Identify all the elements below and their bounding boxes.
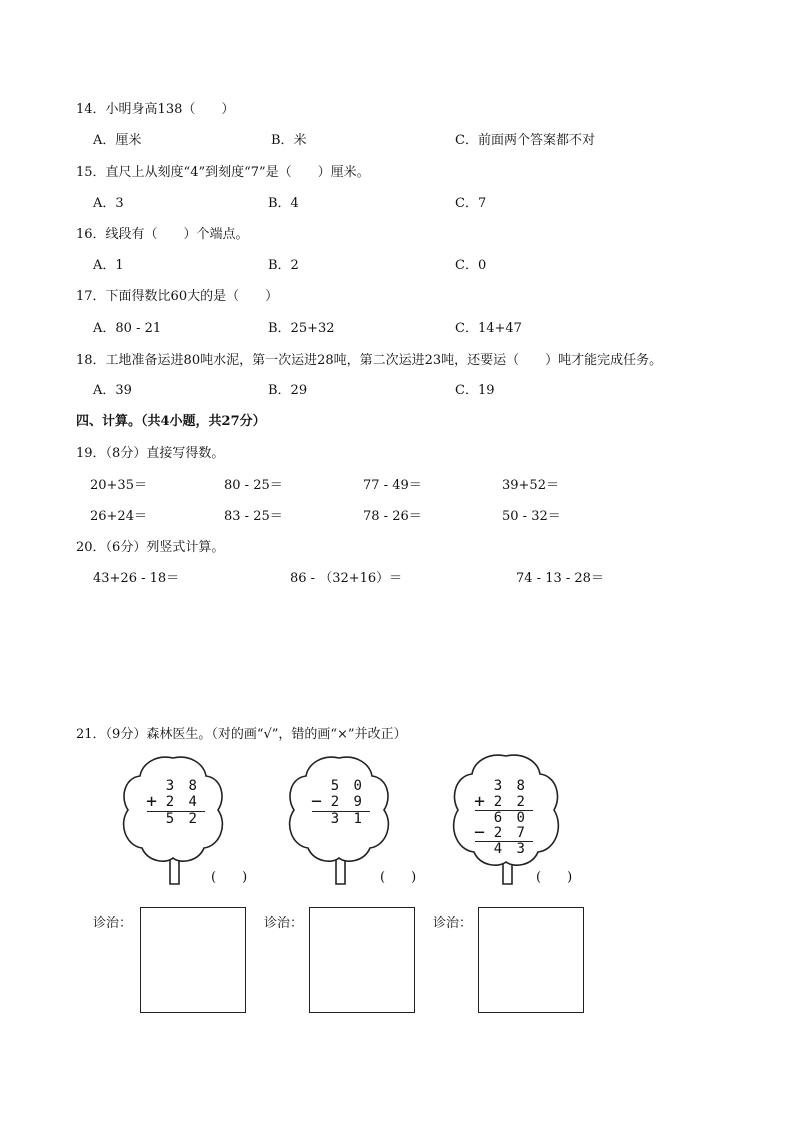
tree-3-result: 4 3 bbox=[493, 841, 528, 857]
tree-3-addend-second: 2 2 bbox=[493, 794, 528, 810]
diagnose-box-1[interactable] bbox=[140, 907, 246, 1013]
q16-option-c: C．0 bbox=[455, 258, 487, 273]
tree-1-addend-second: 2 4 bbox=[165, 794, 200, 810]
tree-3-answer-paren[interactable]: ( ) bbox=[536, 870, 573, 885]
q19-item: 26+24＝ bbox=[90, 509, 147, 524]
q17-option-b: B．25+32 bbox=[268, 321, 335, 336]
q19-item: 83 - 25＝ bbox=[224, 509, 283, 524]
tree-3-subtrahend: 2 7 bbox=[493, 825, 528, 841]
tree-1-answer-paren[interactable]: ( ) bbox=[211, 870, 248, 885]
diagnose-label-1: 诊治： bbox=[93, 916, 133, 931]
q18-stem: 18．工地准备运进80吨水泥，第一次运进28吨，第二次运进23吨，还要运（ ）吨才能完成任务。 bbox=[76, 353, 663, 368]
q20-item: 86 - （32+16）＝ bbox=[290, 571, 403, 586]
q15-option-a: A．3 bbox=[93, 196, 124, 211]
q20-item: 43+26 - 18＝ bbox=[93, 571, 180, 586]
diagnose-box-3[interactable] bbox=[478, 907, 584, 1013]
tree-2-answer-paren[interactable]: ( ) bbox=[380, 870, 417, 885]
q16-option-a: A．1 bbox=[93, 258, 124, 273]
q17-option-c: C．14+47 bbox=[455, 321, 522, 336]
diagnose-label-2: 诊治： bbox=[264, 916, 304, 931]
q14-stem: 14．小明身高138（ ） bbox=[76, 102, 235, 117]
tree-2-minuend: 5 0 bbox=[330, 778, 365, 794]
tree-3-operator: + bbox=[474, 791, 488, 812]
q19-stem: 19．（8分）直接写得数。 bbox=[76, 446, 225, 461]
q16-stem: 16．线段有（ ）个端点。 bbox=[76, 227, 249, 242]
tree-2-result: 3 1 bbox=[330, 811, 365, 827]
q21-stem: 21．（9分）森林医生。（对的画“√”，错的画“×”并改正） bbox=[76, 727, 407, 742]
tree-1-operator: + bbox=[146, 791, 160, 812]
q18-option-b: B．29 bbox=[268, 383, 308, 398]
tree-3-addend-top: 3 8 bbox=[493, 778, 528, 794]
tree-3-operator-2: − bbox=[474, 822, 488, 843]
q19-item: 77 - 49＝ bbox=[363, 478, 422, 493]
q15-option-c: C．7 bbox=[455, 196, 487, 211]
tree-1-addend-top: 3 8 bbox=[165, 778, 200, 794]
q19-item: 39+52＝ bbox=[502, 478, 559, 493]
q17-option-a: A．80 - 21 bbox=[93, 321, 162, 336]
q14-option-b: B．米 bbox=[271, 133, 307, 148]
tree-1-result: 5 2 bbox=[165, 811, 200, 827]
q14-option-c: C．前面两个答案都不对 bbox=[455, 133, 595, 148]
q16-option-b: B．2 bbox=[268, 258, 299, 273]
diagnose-label-3: 诊治： bbox=[433, 916, 473, 931]
q19-item: 20+35＝ bbox=[90, 478, 147, 493]
section-heading: 四、计算。（共4小题，共27分） bbox=[76, 414, 266, 429]
q17-stem: 17．下面得数比60大的是（ ） bbox=[76, 289, 279, 304]
q14-option-a: A．厘米 bbox=[93, 133, 142, 148]
q20-stem: 20．（6分）列竖式计算。 bbox=[76, 540, 225, 555]
q19-item: 80 - 25＝ bbox=[224, 478, 283, 493]
q19-item: 78 - 26＝ bbox=[363, 509, 422, 524]
q19-item: 50 - 32＝ bbox=[502, 509, 561, 524]
q15-option-b: B．4 bbox=[268, 196, 299, 211]
q18-option-a: A．39 bbox=[93, 383, 132, 398]
tree-3-intermediate: 6 0 bbox=[493, 810, 528, 826]
q15-stem: 15．直尺上从刻度“4”到刻度“7”是（ ）厘米。 bbox=[76, 165, 370, 180]
diagnose-box-2[interactable] bbox=[309, 907, 415, 1013]
q20-item: 74 - 13 - 28＝ bbox=[516, 571, 604, 586]
q18-option-c: C．19 bbox=[455, 383, 495, 398]
tree-2-subtrahend: 2 9 bbox=[330, 794, 365, 810]
tree-2-operator: − bbox=[311, 791, 325, 812]
